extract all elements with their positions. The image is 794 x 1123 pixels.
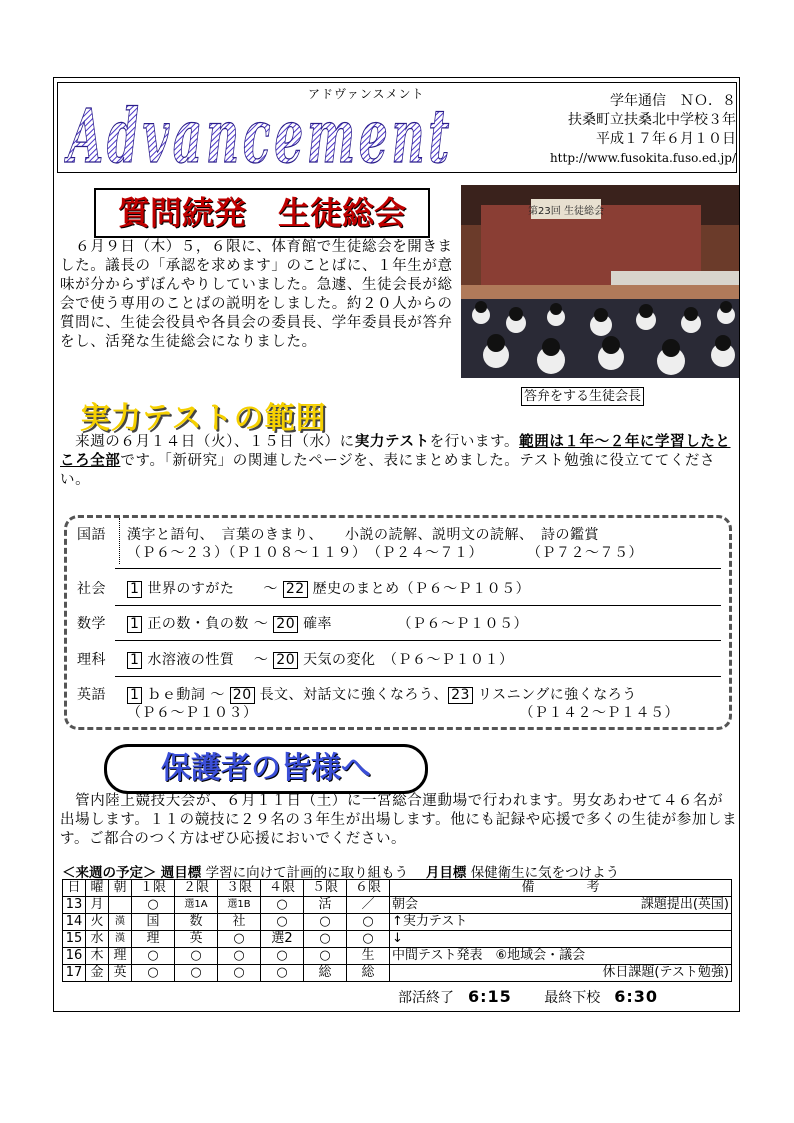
divider [115,605,721,606]
schedule-header-row: 日 曜 朝 １限 ２限 ３限 ４限 ５限 ６限 備 考 [63,880,732,897]
club-end-times: 部活終了 6:15 最終下校 6:30 [398,987,659,1006]
school-url[interactable]: http://www.fusokita.fuso.ed.jp/ [549,151,736,165]
article3-body: 管内陸上競技大会が、６月１１日（土）に一宮総合運動場で行われます。男女あわせて４６名が出場します。１１の競技に２９名の３年生が出場します。他にも記録や応援で多くの生徒が参加します。ご都合のつく方はぜひ応援においでください。 [60,793,738,847]
table-row: 15 水 漢 理 英 ○ 選2 ○ ○ ↓ [63,931,732,948]
article2-body: 来週の６月１４日（火）、１５日（水）に実力テストを行います。範囲は１年～２年に学習したところ全部です。「新研究」の関連したページを、表にまとめました。テスト勉強に役立ててください。 [60,434,731,488]
article2-title: 実力テストの範囲 [80,401,327,436]
issue-date: 平成１７年６月１０日 [596,131,736,147]
photo-sign-text: 第23回 生徒総会 [528,206,604,217]
photo-caption: 答弁をする生徒会長 [521,387,644,406]
test-scope-table: 国語 漢字と語句、 言葉のきまり、 小説の読解、説明文の読解、 詩の鑑賞 （Ｐ６～２３）（Ｐ１０８～１１９） （Ｐ２４～７１） （Ｐ７２～７５） 社会 1 世界のすがた ～ 22 歴史のまとめ（Ｐ６～Ｐ１０５） 数学 1 正の数・負の数 ～ 20 確率 （Ｐ６～Ｐ１０５） 理科 1 水溶液の性質 ～ 20 天気の変化 （Ｐ６～Ｐ１０１） 英語 1 ｂｅ動詞 ～ 20 長文、対話文に強くなろう、 23 リスニングに強くなろう （Ｐ６～Ｐ１０３） （Ｐ１４２～Ｐ１４５） [64,515,732,730]
article3-title: 保護者の皆様へ [104,744,428,794]
school-name: 扶桑町立扶桑北中学校３年 [568,112,736,128]
article1-body: ６月９日（木）５，６限に、体育館で生徒総会を開きました。議長の「承認を求めます」のことばに、１年生が意味が分からずぼんやりしていました。急遽、生徒会長が総会で使う専用のことばの説明をしました。約２０人からの質問に、生徒会役員や各員会の委員長、学年委員長が答弁をし、活発な生徒総会になりました。 [60,239,453,350]
divider [115,640,721,641]
table-row: 17 金 英 ○ ○ ○ ○ 総 総 休日課題(テスト勉強) [63,965,732,982]
issue-info [550,92,736,168]
newsletter-logo [62,92,462,172]
schedule-table [62,879,732,982]
logo-ruby: アドヴァンスメント [308,87,425,101]
issue-number: 学年通信 ＮＯ．８ [610,93,736,109]
table-row: 14 火 漢 国 数 社 ○ ○ ○ ↑実力テスト [63,914,732,931]
table-row: 13 月 ○ 選1A 選1B ○ 活 ／ 朝会 課題提出(英国) [63,897,732,914]
assembly-photo [461,185,739,378]
schedule-heading: ＜来週の予定＞ 週目標 学習に向けて計画的に取り組もう 月目標 保健衛生に気をつけよう [62,865,620,881]
logo-text: Advancement [64,94,454,172]
divider [115,676,721,677]
divider [115,568,721,569]
table-row: 16 木 理 ○ ○ ○ ○ ○ 生 中間テスト発表 ⑥地域会・議会 [63,948,732,965]
article1-title: 質問続発 生徒総会 [94,188,430,238]
